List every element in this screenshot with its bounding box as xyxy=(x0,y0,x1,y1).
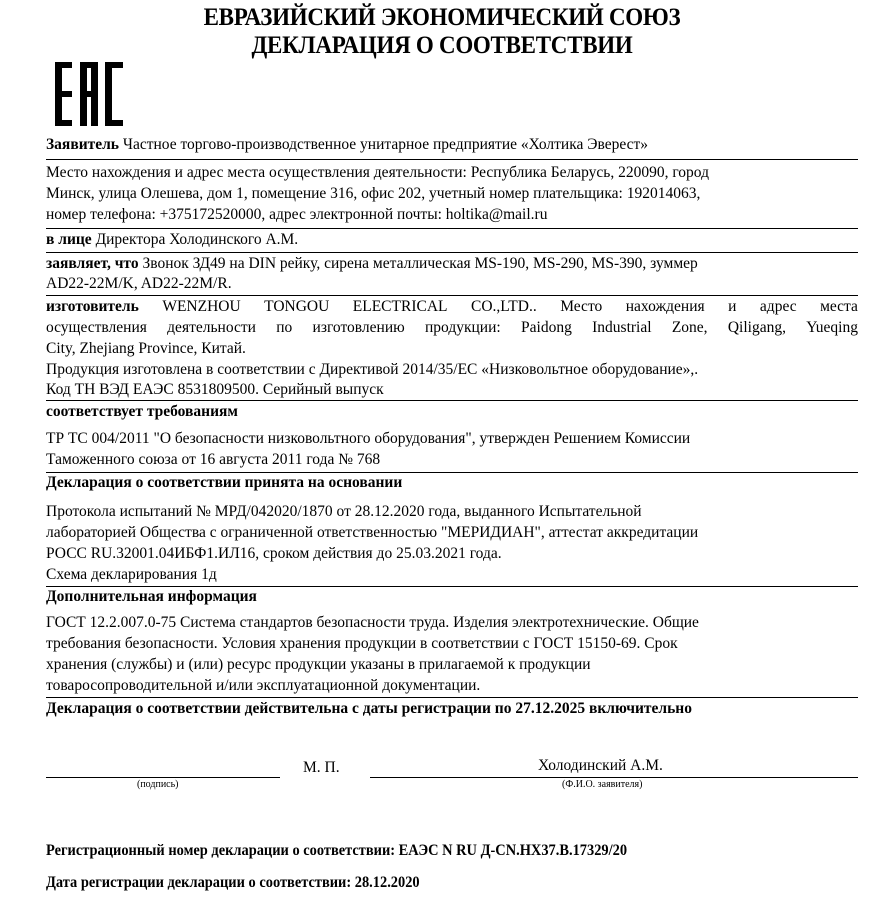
complies-line-2: Таможенного союза от 16 августа 2011 года № 768 xyxy=(46,451,381,468)
manufacturer-line-2 xyxy=(46,317,858,338)
declares-value: Звонок ЗД49 на DIN рейку, сирена металлическая MS-190, MS-290, MS-390, зуммер xyxy=(142,255,698,272)
word: Paidong xyxy=(521,319,572,336)
word: изготовлению xyxy=(312,319,405,336)
word: CO.,LTD.. xyxy=(470,298,537,315)
additional-line-4: товаросопроводительной и/или эксплуатационной документации. xyxy=(46,677,481,694)
validity-text: Декларация о соответствии действительна с даты регистрации по 27.12.2025 включительно xyxy=(46,700,692,717)
address-line-3: номер телефона: +375172520000, адрес электронной почты: holtika@mail.ru xyxy=(46,206,548,223)
additional-line-1: ГОСТ 12.2.007.0-75 Система стандартов безопасности труда. Изделия электротехнические. Общие xyxy=(46,614,699,631)
applicant-row xyxy=(46,134,648,155)
declares-label: заявляет, что xyxy=(46,255,139,272)
represented-by-row xyxy=(46,229,298,250)
divider xyxy=(46,159,858,160)
word: Место xyxy=(560,298,603,315)
declares-row xyxy=(46,253,698,274)
word: Qiligang, xyxy=(727,319,786,336)
basis-line-3: РОСС RU.32001.04ИБФ1.ИЛ16, сроком действия до 25.03.2021 года. xyxy=(46,545,502,562)
address-line-2: Минск, улица Олешева, дом 1, помещение 316, офис 202, учетный номер плательщика: 192014063, xyxy=(46,185,701,202)
eac-logo-icon xyxy=(55,62,123,126)
applicant-value: Частное торгово-производственное унитарное предприятие «Холтика Эверест» xyxy=(122,136,649,153)
registration-number: Регистрационный номер декларации о соответствии: ЕАЭС N RU Д-CN.HX37.B.17329/20 xyxy=(46,842,628,859)
basis-line-4: Схема декларирования 1д xyxy=(46,566,217,583)
additional-line-2: требования безопасности. Условия хранения продукции в соответствии с ГОСТ 15150-69. Срок xyxy=(46,635,678,652)
word: Industrial xyxy=(592,319,652,336)
applicant-label: Заявитель xyxy=(46,136,120,153)
represented-by-value: Директора Холодинского А.М. xyxy=(95,231,299,248)
address-line-1: Место нахождения и адрес места осуществления деятельности: Республика Беларусь, 220090, город xyxy=(46,164,709,181)
basis-line-1: Протокола испытаний № МРД/042020/1870 от 28.12.2020 года, выданного Испытательной xyxy=(46,503,642,520)
signature-line xyxy=(46,777,280,778)
manufacturer-line-1 xyxy=(46,296,858,317)
name-caption: (Ф.И.О. заявителя) xyxy=(562,779,643,790)
additional-heading xyxy=(46,586,257,607)
registration-date: Дата регистрации декларации о соответствии: 28.12.2020 xyxy=(46,874,420,891)
manufacturer-line-5: Код ТН ВЭД ЕАЭС 8531809500. Серийный выпуск xyxy=(46,381,384,398)
word: продукции: xyxy=(425,319,501,336)
complies-heading-text: соответствует требованиям xyxy=(46,403,238,420)
manufacturer-label: изготовитель xyxy=(46,298,139,315)
manufacturer-line-4: Продукция изготовлена в соответствии с Директивой 2014/35/EC «Низковольтное оборудование»,. xyxy=(46,361,699,378)
word: Yueqing xyxy=(806,319,858,336)
complies-line-1: ТР ТС 004/2011 "О безопасности низковольтного оборудования", утвержден Решением Комиссии xyxy=(46,430,691,447)
basis-heading-text: Декларация о соответствии принята на основании xyxy=(46,474,403,491)
word: места xyxy=(820,298,858,315)
document-title-union: ЕВРАЗИЙСКИЙ ЭКОНОМИЧЕСКИЙ СОЮЗ xyxy=(203,4,681,31)
word: адрес xyxy=(759,298,797,315)
signer-name: Холодинский А.М. xyxy=(538,757,663,774)
name-line xyxy=(370,777,858,778)
word: Zone, xyxy=(671,319,708,336)
complies-heading xyxy=(46,401,238,422)
word: по xyxy=(276,319,293,336)
word: осуществления xyxy=(46,319,147,336)
word: ELECTRICAL xyxy=(352,298,448,315)
declares-line-2: AD22-22M/K, AD22-22M/R. xyxy=(46,275,232,292)
manufacturer-line-3: City, Zhejiang Province, Китай. xyxy=(46,340,246,357)
word: WENZHOU xyxy=(162,298,241,315)
word: деятельности xyxy=(167,319,256,336)
signature-caption: (подпись) xyxy=(137,779,179,790)
word: и xyxy=(728,298,737,315)
word: TONGOU xyxy=(264,298,330,315)
stamp-label: М. П. xyxy=(303,759,340,776)
additional-line-3: хранения (службы) и (или) ресурс продукции указаны в прилагаемой к продукции xyxy=(46,656,591,673)
document-title-declaration: ДЕКЛАРАЦИЯ О СООТВЕТСТВИИ xyxy=(251,32,633,59)
represented-by-label: в лице xyxy=(46,231,92,248)
basis-heading xyxy=(46,472,402,493)
basis-line-2: лабораторией Общества с ограниченной ответственностью "МЕРИДИАН", аттестат аккредитации xyxy=(46,524,699,541)
additional-heading-text: Дополнительная информация xyxy=(46,588,257,605)
validity-statement xyxy=(46,698,692,719)
word: нахождения xyxy=(625,298,705,315)
